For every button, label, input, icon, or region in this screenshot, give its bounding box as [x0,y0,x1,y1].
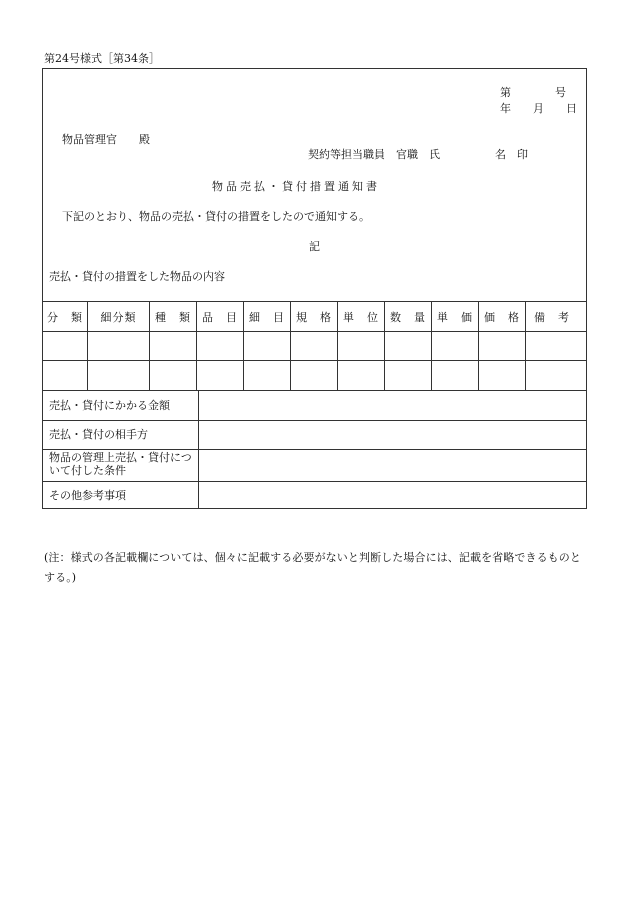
header-tani: 単 位 [343,311,379,324]
header-bunrui: 分 類 [47,311,83,324]
sender-signature-line: 契約等担当職員 官職 氏 名 印 [308,148,528,161]
table-bottom-line [42,390,587,391]
footer-row-line [42,420,587,421]
header-suryo: 数 量 [390,311,426,324]
header-hinmoku: 品 目 [202,311,238,324]
form-number: 第24号様式［第34条］ [44,52,160,65]
footer-label-counterparty: 売払・貸付の相手方 [49,428,148,441]
footer-label-conditions: 物品の管理上売払・貸付について付した条件 [49,451,192,477]
ki-label: 記 [309,240,320,253]
header-kikaku: 規 格 [296,311,332,324]
footer-row-line [42,481,587,482]
header-saimoku: 細 目 [249,311,285,324]
footer-value-other [200,483,584,508]
footer-row-line [42,449,587,450]
header-saibunrui: 細分類 [100,311,137,324]
header-shurui: 種 類 [155,311,191,324]
intro-text: 下記のとおり、物品の売払・貸付の措置をしたので通知する。 [62,210,370,223]
table-row-line [42,360,587,361]
header-kakaku: 価 格 [484,311,520,324]
document-title: 物品売払・貸付措置通知書 [212,180,380,193]
footer-label-amount: 売払・貸付にかかる金額 [49,399,170,412]
addressee: 物品管理官 殿 [62,133,150,146]
document-date: 年 月 日 [500,102,577,115]
footnote: (注：様式の各記載欄については、個々に記載する必要がないと判断した場合には、記載を省略できるものとする。) [44,551,581,584]
header-tanka: 単 価 [437,311,473,324]
footer-value-counterparty [200,422,584,448]
section-label: 売払・貸付の措置をした物品の内容 [49,270,225,283]
footer-label-other: その他参考事項 [49,489,126,502]
footer-label-divider [198,390,199,509]
document-number: 第 号 [500,86,566,99]
header-biko: 備 考 [534,311,570,324]
footer-value-conditions [200,451,584,480]
footer-value-amount [200,392,584,419]
